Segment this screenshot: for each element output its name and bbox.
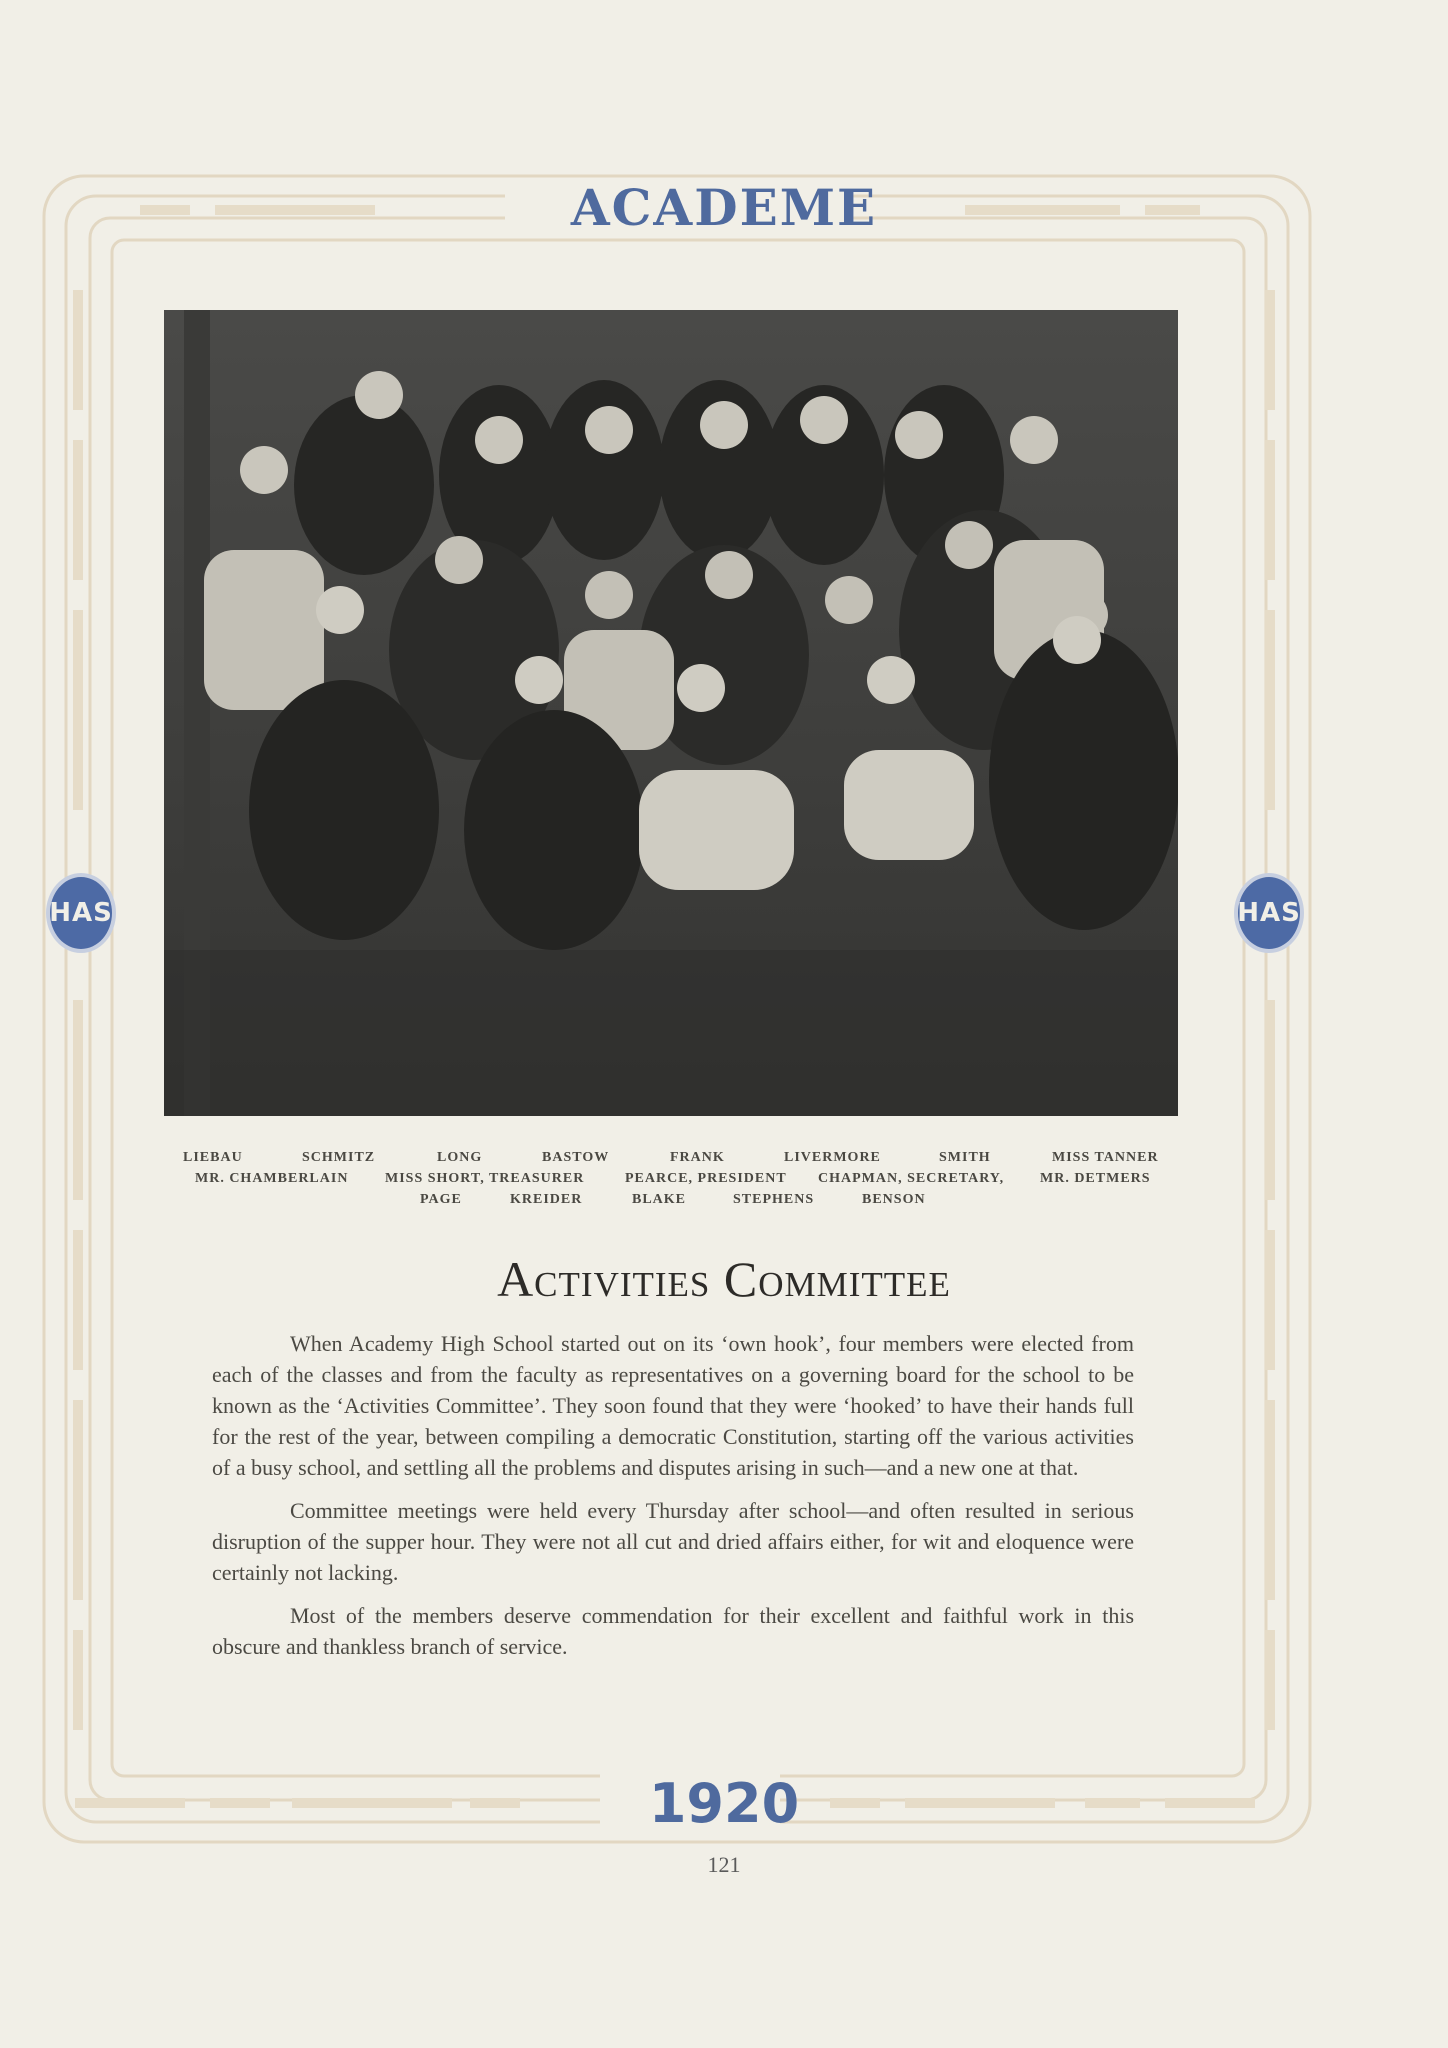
- caption-name: LIVERMORE: [784, 1150, 881, 1165]
- caption-name: LIEBAU: [183, 1150, 243, 1165]
- caption-name: CHAPMAN, SECRETARY,: [818, 1171, 1005, 1186]
- caption-name: BLAKE: [632, 1192, 687, 1207]
- article-paragraph: When Academy High School started out on its ‘own hook’, four members were elected from each of the classes and from the faculty as representatives on a governing board for the school to be known as the ‘Activities Committee’. They soon found that they were ‘hooked’ to have their hands full for the rest of the year, between compiling a democratic Constitution, starting off the various activities of a busy school, and settling all the problems and disputes arising in such—and a new one at that.: [212, 1331, 1134, 1480]
- caption-name: PAGE: [420, 1192, 462, 1207]
- school-seal-left-icon: [46, 873, 116, 953]
- page-number: 121: [707, 1852, 741, 1877]
- caption-name: KREIDER: [510, 1192, 583, 1207]
- caption-name: MR. DETMERS: [1040, 1171, 1151, 1186]
- caption-name: FRANK: [670, 1150, 725, 1165]
- seal-monogram-right: HAS: [1237, 898, 1301, 928]
- article-paragraph: Committee meetings were held every Thursday after school—and often resulted in serious disruption of the supper hour. They were not all cut and dried affairs either, for wit and eloquence were certainly not lacking.: [212, 1498, 1134, 1585]
- caption-name: MR. CHAMBERLAIN: [195, 1171, 349, 1186]
- yearbook-masthead: ACADEME: [570, 178, 878, 237]
- article-title: Activities Committee: [497, 1251, 951, 1307]
- group-photograph: [164, 310, 1178, 1116]
- caption-name: LONG: [437, 1150, 483, 1165]
- yearbook-year: 1920: [648, 1772, 800, 1835]
- caption-name: SMITH: [939, 1150, 991, 1165]
- seal-monogram-left: HAS: [49, 898, 113, 928]
- caption-name: MISS TANNER: [1052, 1150, 1159, 1165]
- caption-name: BASTOW: [542, 1150, 610, 1165]
- caption-name: STEPHENS: [733, 1192, 815, 1207]
- caption-name: BENSON: [862, 1192, 926, 1207]
- article-paragraph: Most of the members deserve commendation for their excellent and faithful work in this obscure and thankless branch of service.: [212, 1603, 1134, 1659]
- caption-name: MISS SHORT, TREASURER: [385, 1171, 585, 1186]
- caption-name: SCHMITZ: [302, 1150, 376, 1165]
- caption-name: PEARCE, PRESIDENT: [625, 1171, 787, 1186]
- article-body: [212, 1328, 1134, 1674]
- school-seal-right-icon: [1234, 873, 1304, 953]
